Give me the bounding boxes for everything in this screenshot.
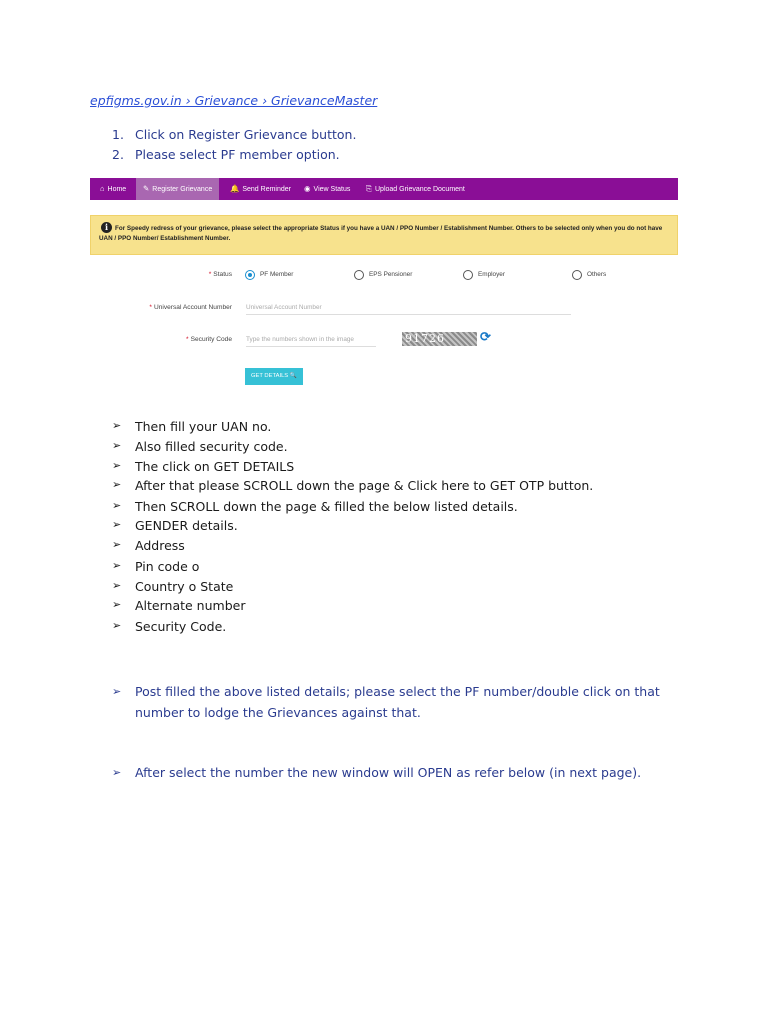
required-mark: * bbox=[208, 271, 212, 278]
status-label bbox=[209, 271, 232, 278]
arrow-bullet-icon: ➢ bbox=[112, 685, 122, 698]
radio-label: EPS Pensioner bbox=[369, 271, 413, 278]
list-item-text: Then fill your UAN no. bbox=[135, 419, 272, 434]
get-details-button[interactable] bbox=[245, 368, 303, 385]
paragraph-text: After select the number the new window will OPEN as refer below (in next page). bbox=[135, 765, 642, 780]
security-code-label bbox=[186, 336, 232, 343]
arrow-bullet-icon: ➢ bbox=[112, 478, 122, 491]
list-item-text: Then SCROLL down the page & filled the below listed details. bbox=[135, 499, 518, 514]
instruction-paragraph bbox=[112, 762, 678, 783]
step-text: Please select PF member option. bbox=[135, 147, 340, 162]
radio-eps-pensioner[interactable] bbox=[354, 270, 364, 280]
portal-navbar bbox=[90, 178, 678, 200]
label-text: Security Code bbox=[190, 336, 232, 343]
arrow-bullet-icon: ➢ bbox=[112, 518, 122, 531]
step-number: 1. bbox=[112, 127, 124, 142]
nav-home[interactable] bbox=[100, 178, 126, 200]
list-item-text: Pin code o bbox=[135, 559, 200, 574]
nav-label: Upload Grievance Document bbox=[375, 186, 465, 193]
nav-label: Register Grievance bbox=[152, 186, 213, 193]
label-text: Universal Account Number bbox=[153, 304, 232, 311]
arrow-bullet-icon: ➢ bbox=[112, 499, 122, 512]
list-item-text: Country o State bbox=[135, 579, 234, 594]
upload-icon: ⎘ bbox=[366, 184, 372, 193]
list-item-text: GENDER details. bbox=[135, 518, 238, 533]
step-1 bbox=[112, 127, 356, 142]
paragraph-text: Post filled the above listed details; please select the PF number/double click on that number to lodge the Grievances against that. bbox=[135, 684, 660, 720]
step-text: Click on Register Grievance button. bbox=[135, 127, 357, 142]
list-item-text: Alternate number bbox=[135, 598, 246, 613]
radio-others[interactable] bbox=[572, 270, 582, 280]
required-mark: * bbox=[186, 336, 189, 343]
security-code-input[interactable]: Type the numbers shown in the image bbox=[246, 336, 376, 347]
button-label: GET DETAILS bbox=[251, 373, 289, 379]
edit-icon: ✎ bbox=[143, 184, 150, 193]
uan-label bbox=[149, 304, 232, 311]
radio-label: Employer bbox=[478, 271, 505, 278]
instruction-paragraph bbox=[112, 681, 678, 723]
list-item-text: Address bbox=[135, 538, 185, 553]
arrow-bullet-icon: ➢ bbox=[112, 619, 122, 632]
nav-label: Home bbox=[107, 186, 127, 193]
radio-label: PF Member bbox=[260, 271, 294, 278]
portal-screenshot bbox=[90, 178, 678, 404]
home-icon: ⌂ bbox=[100, 184, 105, 193]
notice-text: For Speedy redress of your grievance, please select the appropriate Status if you have a UAN / PPO Number / Establishment Number. Others to be selected only when you do not have UAN / PPO Number/ Establishment Number. bbox=[99, 225, 663, 242]
radio-pf-member[interactable] bbox=[245, 270, 255, 280]
nav-send-reminder[interactable] bbox=[230, 178, 291, 200]
arrow-bullet-icon: ➢ bbox=[112, 559, 122, 572]
bell-icon: 🔔 bbox=[230, 184, 240, 193]
arrow-bullet-icon: ➢ bbox=[112, 579, 122, 592]
nav-register-grievance[interactable] bbox=[136, 178, 219, 200]
notice-box bbox=[90, 215, 678, 255]
step-2 bbox=[112, 147, 340, 162]
label-text: Status bbox=[213, 271, 232, 278]
list-item-text: Also filled security code. bbox=[135, 439, 288, 454]
list-item-text: The click on GET DETAILS bbox=[135, 459, 295, 474]
refresh-icon[interactable]: ⟳ bbox=[480, 329, 491, 344]
nav-label: Send Reminder bbox=[242, 186, 291, 193]
list-item-text: After that please SCROLL down the page & Click here to GET OTP button. bbox=[135, 478, 594, 493]
uan-input[interactable]: Universal Account Number bbox=[246, 304, 571, 315]
nav-view-status[interactable] bbox=[304, 178, 350, 200]
search-icon: 🔍 bbox=[289, 373, 297, 379]
arrow-bullet-icon: ➢ bbox=[112, 439, 122, 452]
arrow-bullet-icon: ➢ bbox=[112, 766, 122, 779]
captcha-image: 91726 bbox=[402, 332, 477, 346]
info-icon: i bbox=[101, 222, 112, 233]
eye-icon: ◉ bbox=[304, 184, 311, 193]
radio-employer[interactable] bbox=[463, 270, 473, 280]
arrow-bullet-icon: ➢ bbox=[112, 598, 122, 611]
step-number: 2. bbox=[112, 147, 124, 162]
nav-label: View Status bbox=[313, 186, 351, 193]
breadcrumb-link[interactable]: epfigms.gov.in › Grievance › GrievanceMaster bbox=[90, 93, 378, 108]
list-item-text: Security Code. bbox=[135, 619, 227, 634]
arrow-bullet-icon: ➢ bbox=[112, 459, 122, 472]
arrow-bullet-icon: ➢ bbox=[112, 419, 122, 432]
radio-label: Others bbox=[587, 271, 607, 278]
arrow-bullet-icon: ➢ bbox=[112, 538, 122, 551]
nav-upload-document[interactable] bbox=[366, 178, 465, 200]
required-mark: * bbox=[149, 304, 152, 311]
